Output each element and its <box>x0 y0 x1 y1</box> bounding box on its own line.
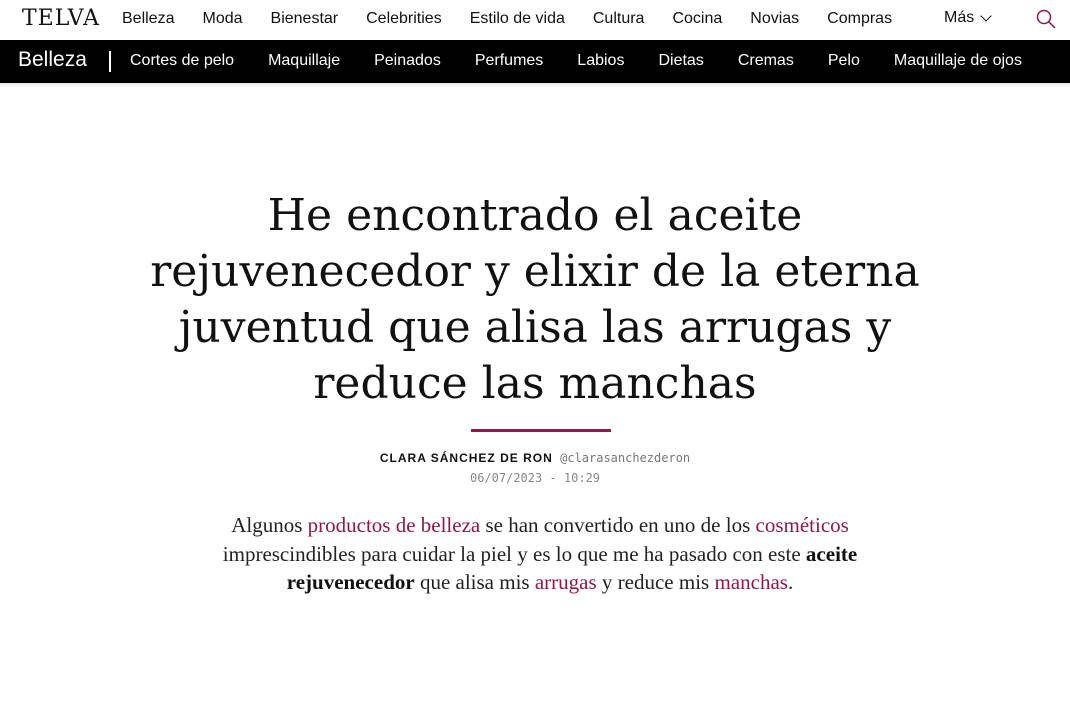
subnav-item-perfumes[interactable]: Perfumes <box>474 52 544 69</box>
section-navigation <box>0 40 1070 83</box>
subnav-item-pelo[interactable]: Pelo <box>827 52 860 69</box>
nav-item-moda[interactable]: Moda <box>202 10 243 27</box>
chevron-down-icon <box>981 10 992 21</box>
nav-item-bienestar[interactable]: Bienestar <box>270 10 339 27</box>
intro-text: se han convertido en uno de los <box>480 513 756 537</box>
link-arrugas[interactable]: arrugas <box>534 570 597 594</box>
search-icon[interactable] <box>1036 9 1056 29</box>
main-menu <box>122 9 920 29</box>
nav-item-novias[interactable]: Novias <box>750 10 800 27</box>
link-manchas[interactable]: manchas <box>714 570 788 594</box>
subnav-item-maquillaje[interactable]: Maquillaje <box>268 52 341 69</box>
section-title-belleza[interactable]: Belleza <box>18 48 87 71</box>
subnav-item-cremas[interactable]: Cremas <box>737 52 794 69</box>
intro-bold-aceite-rejuvenecedor: aceite rejuvenecedor <box>286 541 858 594</box>
more-menu-button[interactable] <box>944 9 990 27</box>
nav-item-cocina[interactable]: Cocina <box>672 10 723 27</box>
intro-text: y reduce mis <box>596 570 715 594</box>
link-productos-de-belleza[interactable]: productos de belleza <box>307 513 481 537</box>
nav-item-estilo-de-vida[interactable]: Estilo de vida <box>469 10 565 27</box>
subnav-item-maquillaje-de-ojos[interactable]: Maquillaje de ojos <box>893 52 1022 69</box>
intro-text: Algunos <box>231 513 308 537</box>
intro-text: imprescindibles para cuidar la piel y es lo que me ha pasado con este <box>222 541 806 566</box>
subnav-item-peinados[interactable]: Peinados <box>374 52 441 69</box>
top-navigation <box>0 0 1070 40</box>
subnav-item-labios[interactable]: Labios <box>577 52 625 69</box>
article-byline <box>0 451 1070 466</box>
link-cosmeticos[interactable]: cosméticos <box>755 513 849 537</box>
telva-logo[interactable]: TELVA <box>22 6 101 31</box>
publish-date: 06/07/2023 - 10:29 <box>469 471 601 485</box>
intro-text: . <box>787 570 794 594</box>
subnav-item-dietas[interactable]: Dietas <box>658 52 704 69</box>
section-menu <box>130 52 1056 70</box>
intro-text: que alisa mis <box>414 570 535 594</box>
subnav-item-cortes-de-pelo[interactable]: Cortes de pelo <box>130 52 235 69</box>
author-handle[interactable]: @clarasanchezderon <box>560 451 691 465</box>
nav-item-compras[interactable]: Compras <box>827 10 893 27</box>
nav-item-cultura[interactable]: Cultura <box>592 10 645 27</box>
headline-accent-rule <box>471 429 611 432</box>
article-headline: He encontrado el aceite rejuvenecedor y elixir de la eterna juventud que alisa las arrugas y reduce las manchas <box>150 190 920 409</box>
nav-item-belleza[interactable]: Belleza <box>122 10 175 27</box>
article-intro <box>170 511 910 597</box>
more-menu-label: Más <box>944 9 975 26</box>
subnav-shadow <box>0 83 1070 88</box>
section-divider <box>109 51 111 72</box>
author-name[interactable]: CLARA SÁNCHEZ DE RON <box>379 451 553 465</box>
nav-item-celebrities[interactable]: Celebrities <box>366 10 442 27</box>
